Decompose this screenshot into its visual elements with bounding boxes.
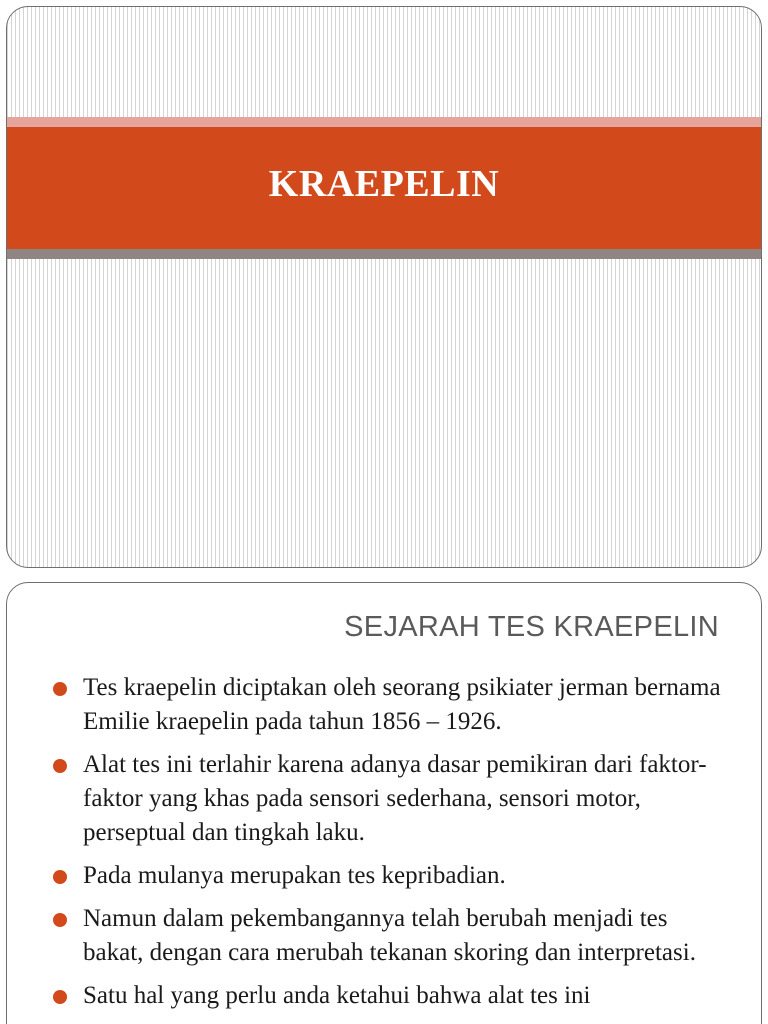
title-slide [6,6,762,568]
bullet-item [51,671,731,739]
title-band-bottom-strip [7,249,761,259]
bullet-text: Namun dalam pekembangannya telah berubah menjadi tes bakat, dengan cara merubah tekanan skoring dan interpretasi. [83,905,696,966]
section-title: SEJARAH TES KRAEPELIN [344,611,719,643]
bullet-list [51,671,731,1022]
content-slide [6,582,762,1024]
bullet-text: Tes kraepelin diciptakan oleh seorang psikiater jerman bernama Emilie kraepelin pada tahun 1856 – 1926. [83,674,721,735]
bullet-dot-icon [53,870,67,884]
bullet-dot-icon [53,913,67,927]
bullet-item [51,859,731,893]
bullet-dot-icon [53,759,67,773]
bullet-item [51,902,731,970]
slide-title: KRAEPELIN [268,163,500,205]
title-band-top-strip [7,117,761,127]
bullet-dot-icon [53,682,67,696]
bullet-text: Pada mulanya merupakan tes kepribadian. [83,862,506,889]
bullet-item [51,979,731,1013]
bullet-item [51,748,731,850]
bullet-text: Satu hal yang perlu anda ketahui bahwa alat tes ini [83,982,591,1009]
bullet-dot-icon [53,990,67,1004]
title-band [7,127,761,249]
bullet-text: Alat tes ini terlahir karena adanya dasar pemikiran dari faktor-faktor yang khas pada sensori sederhana, sensori motor, perseptual dan tingkah laku. [83,751,707,846]
